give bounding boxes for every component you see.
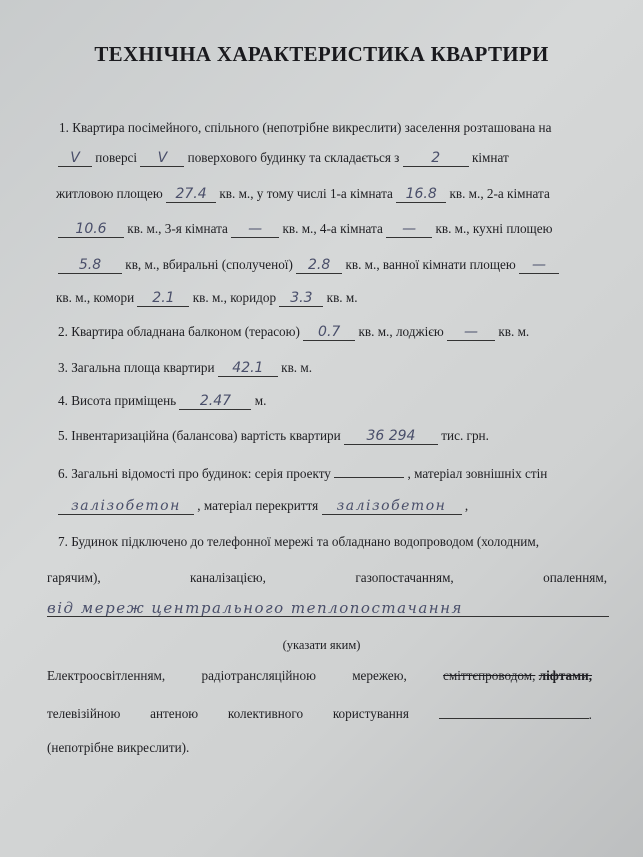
- tv-antenna-line: [47, 706, 592, 723]
- storage-label: кв. м., комори: [56, 290, 135, 305]
- item4-unit: м.: [254, 393, 267, 408]
- kitchen-label: кв. м., кухні площею: [435, 221, 553, 236]
- room2-value: 10.6: [58, 222, 124, 238]
- loggia-label: кв. м., лоджією: [358, 324, 444, 339]
- item6-line: [58, 465, 643, 482]
- item3-text: 3. Загальна площа квартири: [58, 360, 215, 375]
- utility-struck: [443, 668, 592, 684]
- item1-intro: 1. Квартира посімейного, спільного (непотрібне викреслити) заселення розташована на: [59, 120, 552, 135]
- floors-label: поверхового будинку та складається з: [187, 150, 400, 165]
- item6-end: ,: [464, 498, 469, 513]
- rooms-label: кімнат: [471, 150, 509, 165]
- corridor-label: кв. м., коридор: [192, 290, 277, 305]
- room3-label: кв. м., 3-я кімната: [127, 221, 228, 236]
- kitchen-value: 5.8: [58, 258, 122, 274]
- utility-radio: радіотрансляційною: [201, 668, 316, 683]
- item7-utilities-line: [47, 570, 607, 586]
- item7-text: 7. Будинок підключено до телефонної мережі та обладнано водопроводом (холодним,: [58, 534, 540, 549]
- heating-source-value: від мереж центрального теплопостачання: [47, 601, 609, 617]
- room4-value: —: [386, 222, 432, 238]
- elevators-struck: ліфтами,: [538, 668, 592, 683]
- height-value: 2.47: [179, 394, 251, 410]
- item5-line: [58, 428, 643, 445]
- heating-source-line: [47, 601, 643, 617]
- storage-value: 2.1: [137, 291, 189, 307]
- loggia-value: —: [447, 325, 495, 341]
- utility-hot-water: гарячим),: [47, 570, 101, 585]
- floor-label: поверсі: [95, 150, 138, 165]
- item5-unit: тис. грн.: [441, 428, 489, 443]
- item1-floor-line: [58, 150, 643, 167]
- room4-label: кв. м., 4-а кімната: [282, 221, 383, 236]
- item2-line: [58, 324, 643, 341]
- antenna-word: антеною: [150, 706, 199, 721]
- item1-storage-line: [56, 290, 643, 307]
- garbage-chute-struck: сміттєпроводом,: [443, 668, 536, 683]
- utilities-line-2: [47, 668, 592, 684]
- room2-label: кв. м., 2-а кімната: [449, 186, 550, 201]
- ceiling-value: залізобетон: [322, 499, 462, 515]
- room3-value: —: [231, 222, 279, 238]
- item4-line: [58, 393, 643, 410]
- utility-electric: Електроосвітленням,: [47, 668, 166, 683]
- utility-heating: опаленням,: [543, 570, 607, 585]
- series-blank: [334, 465, 404, 478]
- item4-text: 4. Висота приміщень: [58, 393, 177, 408]
- toilet-label: кв, м., вбиральні (сполученої): [125, 257, 293, 272]
- balcony-value: 0.7: [303, 325, 355, 341]
- item2-sqm-end: кв. м.: [498, 324, 530, 339]
- item1-kitchen-line: [58, 257, 643, 274]
- sqm-end: кв. м.: [326, 290, 358, 305]
- bath-value: —: [519, 258, 559, 274]
- specify-note: (указати яким): [282, 638, 361, 652]
- rooms-value: 2: [403, 151, 469, 167]
- floor-value: V: [58, 151, 92, 167]
- ceiling-label: , матеріал перекриття: [197, 498, 319, 513]
- collective-word: колективного: [227, 706, 304, 721]
- total-area-value: 42.1: [218, 361, 278, 377]
- living-area-value: 27.4: [166, 187, 216, 203]
- page-title: ТЕХНІЧНА ХАРАКТЕРИСТИКА КВАРТИРИ: [94, 42, 549, 66]
- toilet-value: 2.8: [296, 258, 342, 274]
- utility-sewage: каналізацією,: [190, 570, 266, 585]
- utility-gas: газопостачанням,: [355, 570, 454, 585]
- item6-text: 6. Загальні відомості про будинок: серія проекту: [58, 466, 331, 481]
- corridor-value: 3.3: [279, 291, 323, 307]
- tv-word: телевізійною: [47, 706, 121, 721]
- item3-line: [58, 360, 643, 377]
- strike-note: (непотрібне викреслити).: [47, 740, 190, 755]
- tv-blank-group: [439, 706, 592, 723]
- living-area-label: житловою площею: [56, 186, 163, 201]
- value-amount: 36 294: [344, 429, 438, 445]
- item1-rooms-line: [58, 221, 643, 238]
- usage-word: користування: [332, 706, 409, 721]
- in-total-label: кв. м., у тому числі 1-а кімната: [219, 186, 393, 201]
- bath-label: кв. м., ванної кімнати площею: [345, 257, 516, 272]
- item5-text: 5. Інвентаризаційна (балансова) вартість квартири: [58, 428, 341, 443]
- tv-end: .: [588, 707, 592, 722]
- walls-label: , матеріал зовнішніх стін: [407, 466, 548, 481]
- floors-total-value: V: [140, 151, 184, 167]
- item1-living-line: [56, 186, 643, 203]
- item3-unit: кв. м.: [281, 360, 313, 375]
- tv-blank: [439, 706, 589, 719]
- item2-text: 2. Квартира обладнана балконом (терасою): [58, 324, 300, 339]
- utility-network: мережею,: [352, 668, 407, 683]
- room1-value: 16.8: [396, 187, 446, 203]
- walls-value: залізобетон: [58, 499, 194, 515]
- item6-materials-line: [58, 498, 643, 515]
